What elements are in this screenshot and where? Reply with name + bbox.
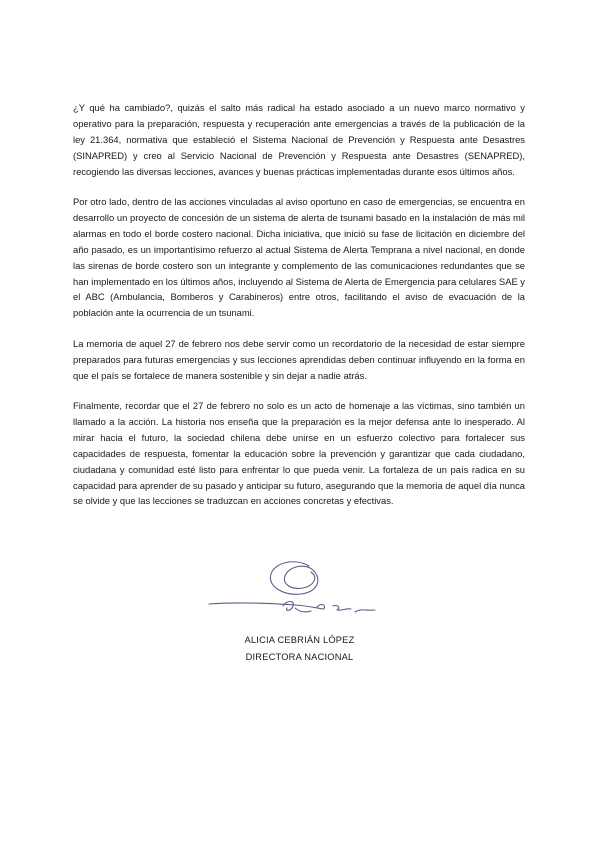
- letter-body: [73, 100, 525, 524]
- signer-block: [0, 632, 595, 666]
- paragraph-2: Por otro lado, dentro de las acciones vinculadas al aviso oportuno en caso de emergencias, se encuentra en desarrollo un proyecto de concesión de un sistema de alerta de tsunami basado en la instalación de más mil alarmas en todo el borde costero nacional. Dicha iniciativa, que inició su fase de licitación en diciembre del año pasado, es un importantísimo refuerzo al actual Sistema de Alerta Temprana a nivel nacional, en donde las sirenas de borde costero son un integrante y complemento de las comunicaciones redundantes que se han implementado en los últimos años, incluyendo al Sistema de Alerta de Emergencia para celulares SAE y el ABC (Ambulancia, Bomberos y Carabineros) entre otros, facilitando el aviso de evacuación de la población ante la ocurrencia de un tsunami.: [73, 196, 525, 319]
- signer-name: ALICIA CEBRIÁN LÓPEZ: [244, 635, 355, 645]
- paragraph-3: La memoria de aquel 27 de febrero nos debe servir como un recordatorio de la necesidad de estar siempre preparados para futuras emergencias y sus lecciones aprendidas deben continuar influyendo en la forma en que el país se fortalece de manera sostenible y sin dejar a nadie atrás.: [73, 337, 525, 381]
- paragraph-4: Finalmente, recordar que el 27 de febrero no solo es un acto de homenaje a las víctimas, sino también un llamado a la acción. La historia nos enseña que la preparación es la mejor defensa ante lo inesperado. Al mirar hacia el futuro, la sociedad chilena debe unirse en un esfuerzo colectivo para fortalecer sus capacidades de respuesta, fomentar la educación sobre la prevención y garantizar que cada ciudadano, ciudadana y comunidad esté listo para enfrentar lo que pueda venir. La fortaleza de un país radica en su capacidad para aprender de su pasado y anticipar su futuro, asegurando que la memoria de aquel día nunca se olvide y que las lecciones se traduzcan en acciones concretas y efectivas.: [73, 400, 525, 507]
- paragraph-1: ¿Y qué ha cambiado?, quizás el salto más radical ha estado asociado a un nuevo marco normativo y operativo para la preparación, respuesta y recuperación ante emergencias a través de la publicación de la ley 21.364, normativa que estableció el Sistema Nacional de Prevención y Respuesta ante Desastres (SINAPRED) y creo al Servicio Nacional de Prevención y Respuesta ante Desastres (SENAPRED), recogiendo las diversas lecciones, avances y buenas prácticas implementadas durante esos últimos años.: [73, 102, 525, 177]
- signer-title: DIRECTORA NACIONAL: [245, 652, 354, 662]
- handwritten-signature: [205, 556, 380, 624]
